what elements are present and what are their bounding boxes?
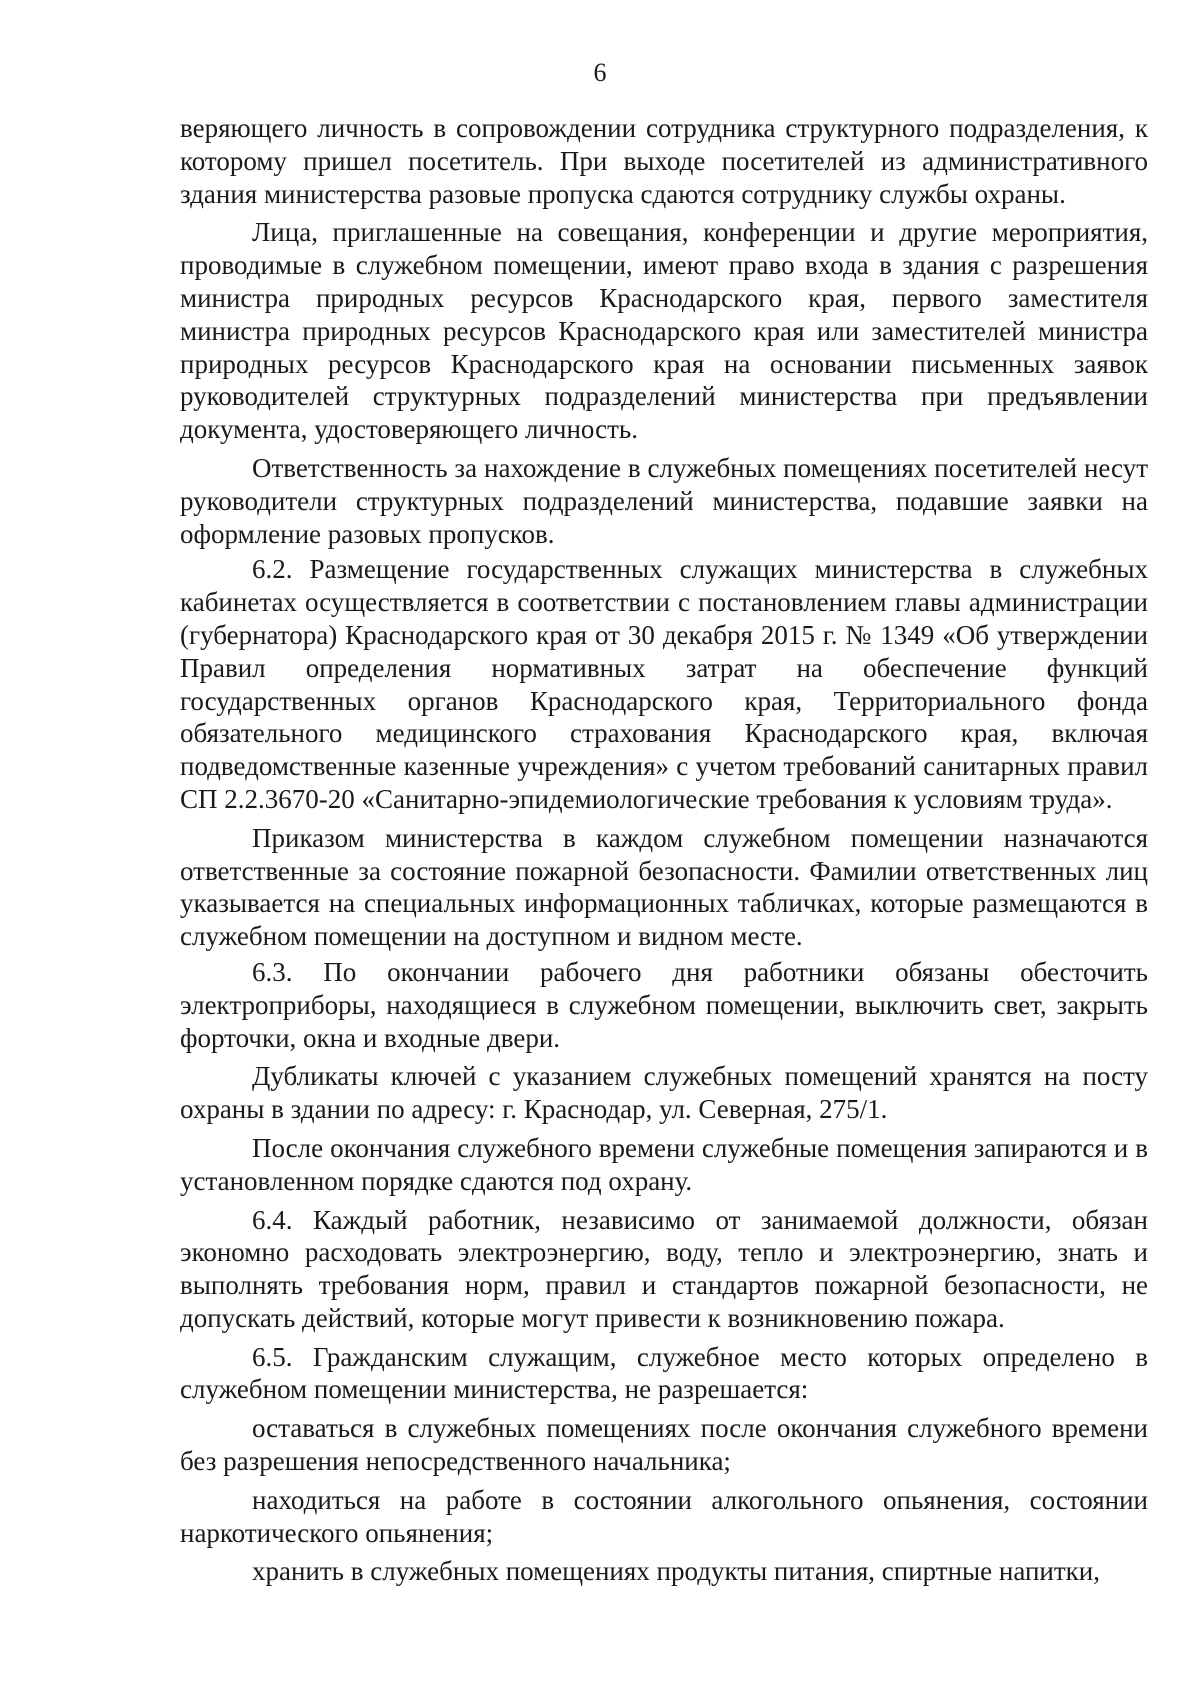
document-body: [180, 112, 1148, 1594]
list-item-stay-after-hours: оставаться в служебных помещениях после окончания служебного времени без разрешения непосредственного начальника;: [180, 1413, 1148, 1477]
paragraph-duplicate-keys: Дубликаты ключей с указанием служебных помещений хранятся на посту охраны в здании по адресу: г. Краснодар, ул. Северная, 275/1.: [180, 1061, 1148, 1125]
paragraph-fire-safety-order: Приказом министерства в каждом служебном помещении назначаются ответственные за состояние пожарной безопасности. Фамилии ответственных лиц указывается на специальных информационных табличках, которые размещаются в служебном помещении на доступном и видном месте.: [180, 822, 1148, 952]
paragraph-6-2: 6.2. Размещение государственных служащих министерства в служебных кабинетах осуществляется в соответствии с постановлением главы администрации (губернатора) Краснодарского края от 30 декабря 2015 г. № 1349 «Об утверждении Правил определения нормативных затрат на обеспечение функций государственных органов Краснодарского края, Территориального фонда обязательного медицинского страхования Краснодарского края, включая подведомственные казенные учреждения» с учетом требований санитарных правил СП 2.2.3670-20 «Санитарно-эпидемиологические требования к условиям труда».: [180, 554, 1148, 814]
paragraph-6-3: 6.3. По окончании рабочего дня работники обязаны обесточить электроприборы, находящиеся в служебном помещении, выключить свет, закрыть форточки, окна и входные двери.: [180, 956, 1148, 1053]
list-item-store-food: хранить в служебных помещениях продукты питания, спиртные напитки,: [252, 1556, 1100, 1587]
paragraph-invited-persons: Лица, приглашенные на совещания, конференции и другие мероприятия, проводимые в служебном помещении, имеют право входа в здания с разрешения министра природных ресурсов Краснодарского края, первого заместителя министра природных ресурсов Краснодарского края или заместителей министра природных ресурсов Краснодарского края на основании письменных заявок руководителей структурных подразделений министерства при предъявлении документа, удостоверяющего личность.: [180, 217, 1148, 445]
paragraph-6-4: 6.4. Каждый работник, независимо от занимаемой должности, обязан экономно расходовать электроэнергию, воду, тепло и электроэнергию, знать и выполнять требования норм, правил и стандартов пожарной безопасности, не допускать действий, которые могут привести к возникновению пожара.: [180, 1204, 1148, 1333]
paragraph-visitor-passes: веряющего личность в сопровождении сотрудника структурного подразделения, к которому пришел посетитель. При выходе посетителей из административного здания министерства разовые пропуска сдаются сотруднику службы охраны.: [180, 113, 1148, 209]
paragraph-after-hours: После окончания служебного времени служебные помещения запираются и в установленном порядке сдаются под охрану.: [180, 1132, 1148, 1196]
list-item-intoxication: находиться на работе в состоянии алкогольного опьянения, состоянии наркотического опьянения;: [180, 1484, 1148, 1548]
paragraph-responsibility: Ответственность за нахождение в служебных помещениях посетителей несут руководители структурных подразделений министерства, подавшие заявки на оформление разовых пропусков.: [180, 452, 1148, 549]
page-number: 6: [593, 58, 607, 87]
paragraph-6-5: 6.5. Гражданским служащим, служебное место которых определено в служебном помещении министерства, не разрешается:: [180, 1341, 1148, 1405]
